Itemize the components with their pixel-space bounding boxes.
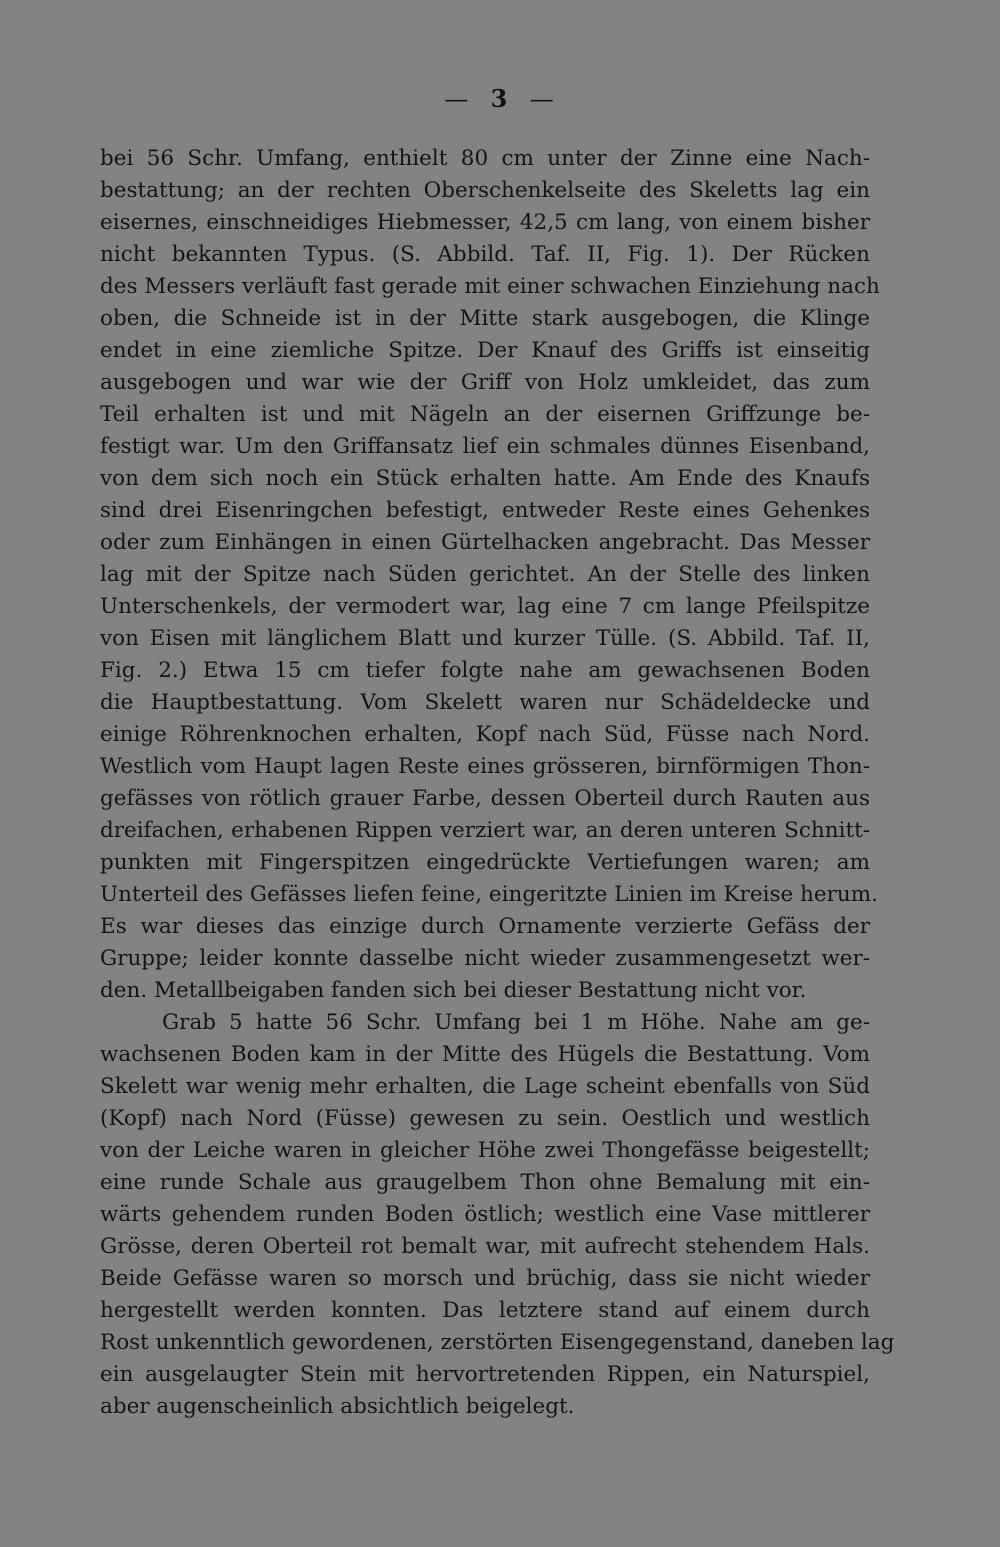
text-line: Beide Gefässe waren so morsch und brüchig, dass sie nicht wieder [100, 1266, 870, 1291]
text-line: Skelett war wenig mehr erhalten, die Lage scheint ebenfalls von Süd [100, 1074, 870, 1099]
text-line: lag mit der Spitze nach Süden gerichtet. An der Stelle des linken [100, 562, 870, 587]
text-line: Rost unkenntlich gewordenen, zerstörten Eisengegenstand, daneben lag [100, 1330, 895, 1355]
text-line: Unterschenkels, der vermodert war, lag eine 7 cm lange Pfeilspitze [100, 594, 870, 619]
text-line: Es war dieses das einzige durch Ornamente verzierte Gefäss der [100, 914, 870, 939]
paragraph-2 [100, 1007, 895, 1423]
page-number: 3 [490, 84, 510, 113]
text-line: oben, die Schneide ist in der Mitte stark ausgebogen, die Klinge [100, 306, 870, 331]
text-line: festigt war. Um den Griffansatz lief ein schmales dünnes Eisenband, [100, 434, 870, 459]
text-line: wachsenen Boden kam in der Mitte des Hügels die Bestattung. Vom [100, 1042, 870, 1067]
text-line: eisernes, einschneidiges Hiebmesser, 42,5 cm lang, von einem bisher [100, 210, 870, 235]
body-text [100, 143, 895, 1423]
text-line: den. Metallbeigaben fanden sich bei dieser Bestattung nicht vor. [100, 978, 807, 1003]
text-line: sind drei Eisenringchen befestigt, entweder Reste eines Gehenkes [100, 498, 870, 523]
text-line: oder zum Einhängen in einen Gürtelhacken angebracht. Das Messer [100, 530, 870, 555]
text-line: hergestellt werden konnten. Das letztere stand auf einem durch [100, 1298, 870, 1323]
text-line: Teil erhalten ist und mit Nägeln an der eisernen Griffzunge be- [100, 402, 870, 427]
paragraph-1 [100, 143, 880, 1007]
text-line: wärts gehendem runden Boden östlich; westlich eine Vase mittlerer [100, 1202, 870, 1227]
text-line: Unterteil des Gefässes liefen feine, eingeritzte Linien im Kreise herum. [100, 882, 878, 907]
text-line: Fig. 2.) Etwa 15 cm tiefer folgte nahe am gewachsenen Boden [100, 658, 870, 683]
text-line: von der Leiche waren in gleicher Höhe zwei Thongefässe beigestellt; [100, 1138, 870, 1163]
text-line: nicht bekannten Typus. (S. Abbild. Taf. II, Fig. 1). Der Rücken [100, 242, 870, 267]
text-line: gefässes von rötlich grauer Farbe, dessen Oberteil durch Rauten aus [100, 786, 870, 811]
text-line: bei 56 Schr. Umfang, enthielt 80 cm unter der Zinne eine Nach- [100, 146, 870, 171]
text-line: punkten mit Fingerspitzen eingedrückte Vertiefungen waren; am [100, 850, 870, 875]
text-line: Grösse, deren Oberteil rot bemalt war, mit aufrecht stehendem Hals. [100, 1234, 870, 1259]
text-line: einige Röhrenknochen erhalten, Kopf nach Süd, Füsse nach Nord. [100, 722, 870, 747]
page-number-header [0, 84, 1000, 113]
text-line: ein ausgelaugter Stein mit hervortretenden Rippen, ein Naturspiel, [100, 1362, 870, 1387]
text-line: die Hauptbestattung. Vom Skelett waren nur Schädeldecke und [100, 690, 870, 715]
text-line: Grab 5 hatte 56 Schr. Umfang bei 1 m Höhe. Nahe am ge- [162, 1010, 870, 1035]
text-line: aber augenscheinlich absichtlich beigelegt. [100, 1394, 575, 1419]
text-line: (Kopf) nach Nord (Füsse) gewesen zu sein. Oestlich und westlich [100, 1106, 870, 1131]
text-line: des Messers verläuft fast gerade mit einer schwachen Einziehung nach [100, 274, 880, 299]
text-line: von dem sich noch ein Stück erhalten hatte. Am Ende des Knaufs [100, 466, 870, 491]
text-line: eine runde Schale aus graugelbem Thon ohne Bemalung mit ein- [100, 1170, 870, 1195]
text-line: ausgebogen und war wie der Griff von Holz umkleidet, das zum [100, 370, 870, 395]
text-line: von Eisen mit länglichem Blatt und kurzer Tülle. (S. Abbild. Taf. II, [100, 626, 870, 651]
text-line: Gruppe; leider konnte dasselbe nicht wieder zusammengesetzt wer- [100, 946, 870, 971]
header-dash-left: — [444, 85, 471, 113]
text-line: dreifachen, erhabenen Rippen verziert war, an deren unteren Schnitt- [100, 818, 870, 843]
text-line: bestattung; an der rechten Oberschenkelseite des Skeletts lag ein [100, 178, 870, 203]
text-line: Westlich vom Haupt lagen Reste eines grösseren, birnförmigen Thon- [100, 754, 870, 779]
header-dash-right: — [529, 85, 556, 113]
text-line: endet in eine ziemliche Spitze. Der Knauf des Griffs ist einseitig [100, 338, 870, 363]
